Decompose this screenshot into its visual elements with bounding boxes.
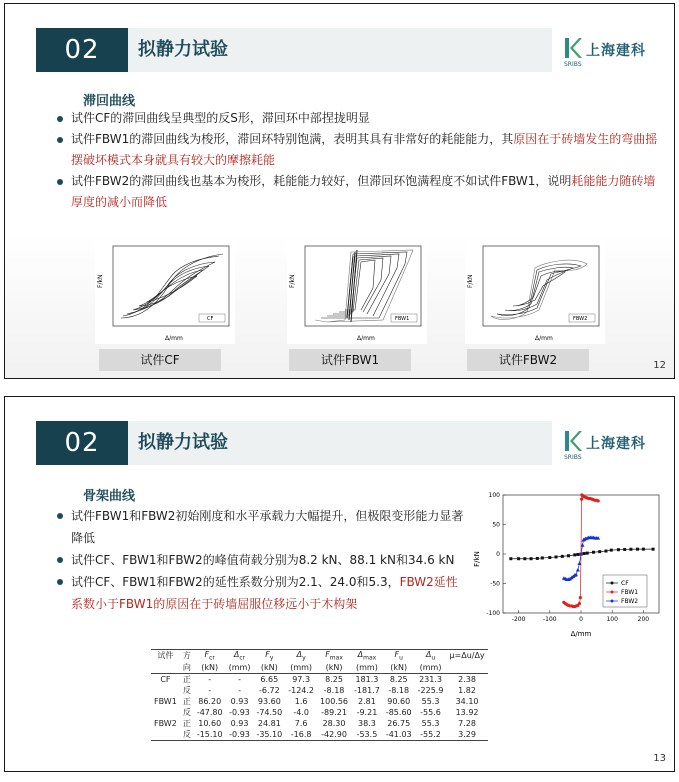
sribs-logo [564, 37, 664, 71]
x-tick-label: 200 [637, 616, 650, 623]
table-cell: -124.2 [288, 685, 315, 695]
table-cell: 1.6 [294, 696, 308, 706]
table-header-cell: (kN) [383, 662, 415, 674]
data-point-fbw1 [580, 498, 583, 501]
table-cell: -225.9 [417, 685, 444, 695]
section-title: 拟静力试验 [128, 421, 552, 465]
legend-label: FBW1 [621, 589, 639, 596]
table-header-cell: 向 [180, 662, 194, 674]
table-cell: 24.81 [257, 718, 281, 728]
bullet-item [57, 505, 469, 549]
bullet-text: 试件CF、FBW1和FBW2的延性系数分别为2.1、24.0和5.3， [71, 575, 400, 589]
table-cell: 1.82 [458, 685, 476, 695]
legend-marker [611, 582, 614, 585]
data-point-cf [548, 556, 551, 559]
figure-caption-fbw1: 试件FBW1 [289, 349, 411, 371]
table-cell: -8.18 [388, 685, 410, 695]
data-point-cf [583, 552, 586, 555]
table-cell: 正 [182, 674, 191, 684]
hysteresis-plot-cf [95, 240, 235, 344]
table-cell: 2.81 [358, 696, 376, 706]
table-cell: 90.60 [387, 696, 411, 706]
logo-subtext: SRIBS [564, 454, 582, 461]
data-point-cf [523, 557, 526, 560]
bullet-list [57, 108, 661, 213]
table-header-cell: (kN) [194, 662, 226, 674]
skeleton-curve-chart [471, 489, 665, 639]
data-point-cf [629, 548, 632, 551]
data-point-cf [652, 548, 655, 551]
table-cell: 0.93 [230, 696, 249, 706]
data-point-cf [541, 556, 544, 559]
data-point-cf [567, 554, 570, 557]
data-point-cf [561, 555, 564, 558]
section-heading: 骨架曲线 [83, 489, 136, 504]
bullet-item [57, 571, 469, 615]
table-cell: 34.10 [455, 696, 479, 706]
table-cell: 反 [180, 729, 194, 741]
table-cell: -55.2 [415, 729, 447, 741]
plot-xlabel: Δ/mm [165, 335, 183, 342]
table-cell: -16.8 [285, 729, 317, 741]
data-point-cf [517, 557, 520, 560]
table-cell: 3.29 [446, 729, 487, 741]
table-header-cell: $F_{cr}$ [194, 650, 226, 662]
bullet-item [57, 171, 661, 213]
x-tick-label: -200 [511, 616, 526, 623]
data-point-cf [576, 553, 579, 556]
table-header-cell: (kN) [253, 662, 285, 674]
plot-ylabel: F/kN [289, 274, 296, 288]
table-row [151, 707, 488, 718]
data-point-fbw2 [576, 568, 580, 572]
table-cell: 7.28 [458, 718, 476, 728]
table-cell: -89.21 [321, 707, 347, 717]
data-point-cf [604, 550, 607, 553]
table-header-cell: $\Delta_{max}$ [351, 650, 383, 662]
data-point-cf [636, 548, 639, 551]
data-point-cf [592, 551, 595, 554]
legend-label: CF [621, 580, 629, 587]
table-cell: -9.21 [356, 707, 378, 717]
bullet-item [57, 549, 469, 571]
y-tick-label: 50 [492, 521, 500, 529]
plot-ylabel: F/kN [467, 274, 474, 288]
plot-ylabel: F/kN [97, 274, 104, 288]
table-cell [151, 729, 180, 741]
table-header-cell: (kN) [317, 662, 351, 674]
table-header-cell: (mm) [285, 662, 317, 674]
table-cell: 55.3 [421, 696, 440, 706]
table-cell: 正 [182, 696, 191, 706]
table-cell [151, 685, 180, 696]
hysteresis-plot-fbw1 [287, 240, 427, 344]
bullet-text: 试件FBW2的滞回曲线也基本为梭形，耗能能力较好，但滞回环饱满程度不如试件FBW1，说明 [71, 174, 572, 188]
legend-label: FBW2 [621, 598, 639, 605]
ductility-table [151, 649, 488, 741]
plot-xlabel: Δ/mm [357, 335, 375, 342]
data-point-fbw1 [579, 596, 582, 599]
table-cell: 反 [182, 685, 191, 695]
plot-legend: FBW1 [395, 316, 410, 322]
table-cell: 6.65 [260, 674, 279, 684]
table-cell: 100.56 [320, 696, 349, 706]
x-tick-label: 0 [579, 616, 583, 623]
table-cell: - [208, 674, 212, 684]
bullet-item [57, 129, 661, 171]
bullet-text: 试件FBW1的滞回曲线为梭形，滞回环特别饱满，表明其具有非常好的耗能能力，其 [71, 132, 514, 146]
data-point-fbw1 [578, 602, 581, 605]
table-cell: CF [160, 674, 171, 684]
data-point-cf [573, 553, 576, 556]
x-tick-label: 100 [606, 616, 618, 623]
table-cell: -55.6 [420, 707, 441, 717]
y-tick-label: 100 [488, 492, 500, 499]
data-point-cf [598, 550, 601, 553]
table-cell: 93.60 [257, 696, 281, 706]
legend-marker [611, 600, 614, 603]
table-cell: - [208, 685, 212, 695]
table-cell: - [238, 674, 241, 684]
table-cell: -8.18 [323, 685, 345, 695]
table-cell: -47.80 [196, 707, 223, 717]
table-cell [151, 707, 180, 718]
table-header-cell: μ=Δu/Δy [446, 650, 487, 662]
bullet-highlight: 原因在于砖墙发生的弯曲摇摆破坏模式本身就具有较大的摩擦耗能 [71, 132, 658, 167]
hysteresis-plot-fbw2 [465, 240, 605, 344]
data-point-cf [509, 557, 512, 560]
table-cell: 8.25 [325, 674, 343, 684]
data-point-cf [642, 548, 645, 551]
data-point-cf [610, 549, 613, 552]
table-cell: 26.75 [387, 718, 411, 728]
table-cell: -85.60 [385, 707, 412, 717]
table-cell: 28.30 [322, 718, 346, 728]
table-header-cell: 方 [180, 650, 194, 662]
table-row [151, 673, 488, 685]
bullet-text: 试件FBW1和FBW2初始刚度和水平承载力大幅提升，但极限变形能力显著降低 [71, 509, 464, 545]
y-tick-label: -100 [486, 610, 500, 617]
table-cell: -42.90 [317, 729, 351, 741]
table-header-cell: (mm) [415, 662, 447, 674]
bullet-item [57, 108, 661, 129]
table-cell: 181.3 [355, 674, 379, 684]
table-cell: 38.3 [358, 718, 376, 728]
table-cell: 2.38 [458, 674, 476, 684]
plot-xlabel: Δ/mm [535, 335, 553, 342]
table-cell: FBW1 [154, 696, 177, 706]
table-cell: -53.5 [351, 729, 383, 741]
plot-legend: CF [207, 316, 214, 322]
page-number: 13 [653, 753, 666, 764]
table-cell: 55.3 [421, 718, 440, 728]
slide-13 [4, 396, 675, 772]
table-cell: 86.20 [198, 696, 222, 706]
table-row [151, 729, 488, 741]
table-cell: -41.03 [383, 729, 415, 741]
data-point-cf [555, 555, 558, 558]
logo-text: 上海建科 [586, 43, 646, 59]
chart-xlabel: Δ/mm [570, 630, 592, 638]
table-cell: -6.72 [258, 685, 280, 695]
logo-k-icon [564, 430, 582, 452]
table-cell: 7.6 [294, 718, 308, 728]
table-header-cell [446, 662, 487, 674]
bullet-text: 试件CF、FBW1和FBW2的峰值荷载分别为8.2 kN、88.1 kN和34.6 kN [71, 553, 455, 567]
table-header-cell: $\Delta_y$ [285, 650, 317, 662]
table-header-cell: $F_y$ [253, 650, 285, 662]
logo-subtext: SRIBS [564, 61, 582, 68]
table-row [151, 718, 488, 729]
bullet-list [57, 505, 469, 615]
section-number: 02 [36, 28, 128, 72]
figure-caption-cf: 试件CF [99, 349, 221, 371]
data-point-cf [617, 548, 620, 551]
sribs-logo [564, 430, 664, 464]
table-cell: -0.93 [226, 729, 254, 741]
table-header-cell: $F_{max}$ [317, 650, 351, 662]
table-header-cell: $\Delta_{cr}$ [226, 650, 254, 662]
table-cell: 8.25 [389, 674, 408, 684]
table-cell: - [238, 685, 241, 695]
table-cell: 13.92 [455, 707, 479, 717]
data-point-cf [530, 557, 533, 560]
y-tick-label: 0 [496, 551, 500, 558]
table-cell: FBW2 [154, 718, 177, 728]
table-header-cell: (mm) [351, 662, 383, 674]
legend-marker [611, 591, 614, 594]
figure-caption-fbw2: 试件FBW2 [467, 349, 589, 371]
table-cell: -15.10 [194, 729, 226, 741]
y-tick-label: -50 [490, 580, 500, 588]
plot-legend: FBW2 [573, 316, 588, 322]
section-title: 拟静力试验 [128, 28, 552, 72]
data-point-fbw1 [597, 499, 600, 502]
table-header-cell: 试件 [151, 650, 180, 662]
logo-k-icon [564, 37, 582, 59]
table-cell: 97.3 [292, 674, 311, 684]
slide-12 [4, 3, 675, 379]
bullet-text: 试件CF的滞回曲线呈典型的反S形，滞回环中部捏拢明显 [71, 111, 370, 125]
table-header-cell: $\Delta_u$ [415, 650, 447, 662]
table-cell: -181.7 [354, 685, 380, 695]
bullet-highlight: 耗能能力随砖墙厚度的减小而降低 [71, 174, 656, 209]
table-cell: 0.93 [230, 718, 249, 728]
table-cell: 231.3 [419, 674, 442, 684]
table-cell: -74.50 [256, 707, 283, 717]
table-cell: 10.60 [198, 718, 222, 728]
table-cell: 反 [182, 707, 191, 717]
table-header-cell: $F_u$ [383, 650, 415, 662]
data-point-cf [623, 548, 626, 551]
table-cell: -35.10 [253, 729, 285, 741]
table-row [151, 685, 488, 696]
table-header-cell: (mm) [226, 662, 254, 674]
section-number: 02 [36, 421, 128, 465]
table-row [151, 696, 488, 707]
table-cell: 正 [182, 718, 191, 728]
table-cell: -4.0 [293, 707, 309, 717]
data-point-cf [536, 557, 539, 560]
chart-ylabel: F/kN [473, 551, 481, 567]
table-header-cell [151, 662, 180, 674]
section-heading: 滞回曲线 [83, 94, 136, 109]
logo-text: 上海建科 [586, 436, 646, 452]
table-cell: -0.93 [229, 707, 250, 717]
data-point-cf [586, 552, 589, 555]
page-number: 12 [653, 360, 666, 371]
bullet-highlight: FBW2延性系数小于FBW1的原因在于砖墙屈服位移远小于木构架 [71, 575, 458, 611]
x-tick-label: -100 [542, 616, 557, 623]
